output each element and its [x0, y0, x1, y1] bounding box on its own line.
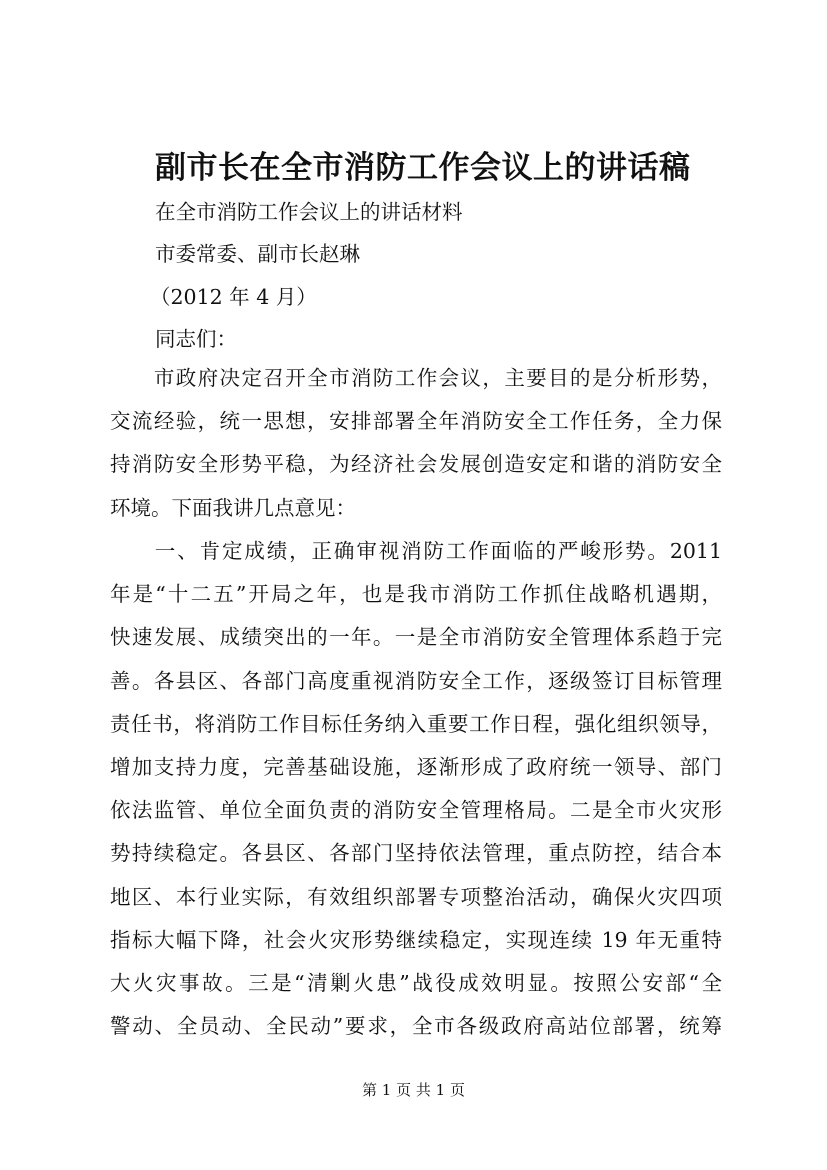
document-title: 副市长在全市消防工作会议上的讲话稿 — [155, 150, 691, 186]
paragraph-line: 持消防安全形势平稳，为经济社会发展创造安定和谐的消防安全 — [110, 452, 722, 477]
paragraph-line: 一、肯定成绩，正确审视消防工作面临的严峻形势。2011 — [110, 539, 722, 563]
page-number-footer: 第 1 页 共 1 页 — [362, 1081, 465, 1099]
paragraph-line: 大火灾事故。三是“清剿火患”战役成效明显。按照公安部“全 — [110, 971, 722, 996]
document-subtitle: 在全市消防工作会议上的讲话材料 — [155, 200, 463, 224]
paragraph-intro — [110, 357, 722, 530]
paragraph-line: 市政府决定召开全市消防工作会议，主要目的是分析形势， — [110, 366, 722, 390]
paragraph-line: 地区、本行业实际，有效组织部署专项整治活动，确保火灾四项 — [110, 884, 722, 909]
paragraph-line: 指标大幅下降，社会火灾形势继续稳定，实现连续 19 年无重特 — [110, 927, 722, 952]
paragraph-line: 快速发展、成绩突出的一年。一是全市消防安全管理体系趋于完 — [110, 625, 722, 650]
paragraph-line: 责任书，将消防工作目标任务纳入重要工作日程，强化组织领导， — [110, 711, 722, 736]
date-line: （2012 年 4 月） — [150, 285, 317, 309]
paragraph-line: 环境。下面我讲几点意见： — [110, 495, 356, 520]
paragraph-line: 善。各县区、各部门高度重视消防安全工作，逐级签订目标管理 — [110, 668, 722, 693]
author-line: 市委常委、副市长赵琳 — [155, 242, 360, 266]
paragraph-line: 交流经验，统一思想，安排部署全年消防安全工作任务，全力保 — [110, 409, 722, 434]
paragraph-line: 警动、全员动、全民动”要求，全市各级政府高站位部署，统筹 — [110, 1014, 722, 1039]
paragraph-line: 增加支持力度，完善基础设施，逐渐形成了政府统一领导、部门 — [110, 755, 722, 780]
paragraph-line: 依法监管、单位全面负责的消防安全管理格局。二是全市火灾形 — [110, 798, 722, 823]
paragraph-line: 势持续稳定。各县区、各部门坚持依法管理，重点防控，结合本 — [110, 841, 722, 866]
paragraph-line: 年是“十二五”开局之年，也是我市消防工作抓住战略机遇期， — [110, 582, 722, 607]
greeting-line: 同志们： — [155, 327, 237, 351]
paragraph-achievements — [110, 530, 722, 1048]
